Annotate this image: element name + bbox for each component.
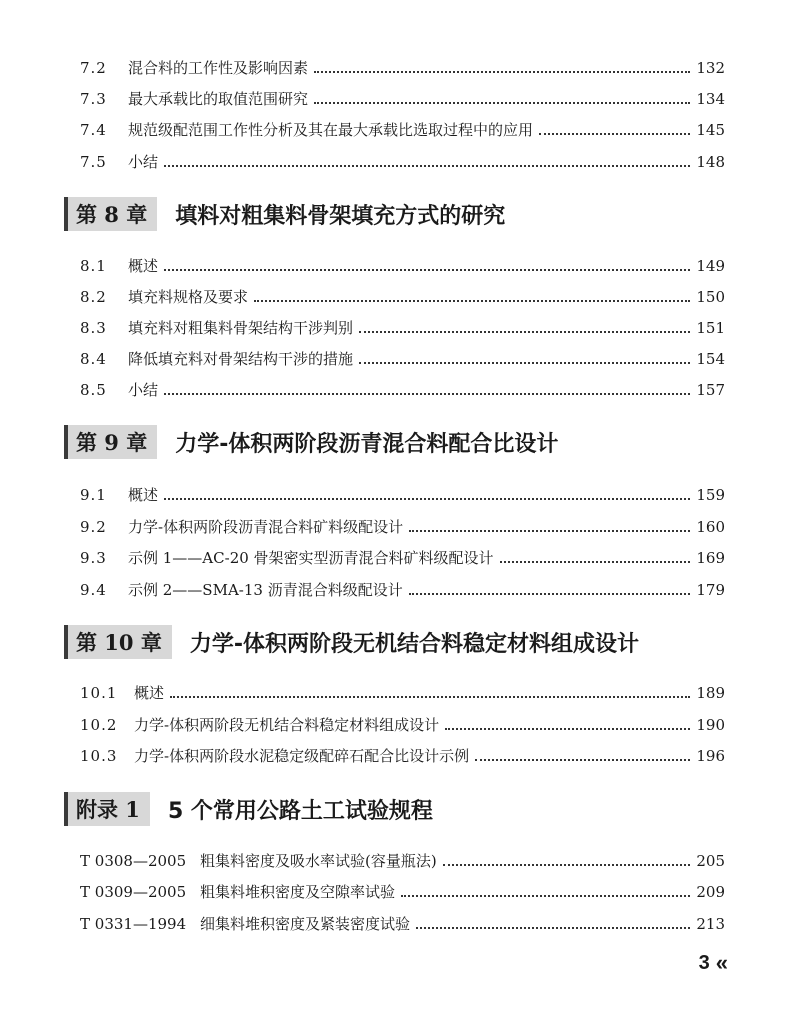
dot-leader [401, 895, 690, 897]
page-number: 209 [696, 883, 725, 901]
toc-entry-9-4[interactable] [80, 578, 725, 602]
footer-page-number: 3 [698, 951, 710, 974]
chapter-10-heading[interactable] [64, 624, 724, 660]
section-number: 8.4 [80, 350, 107, 368]
toc-entry-7-4[interactable] [80, 118, 725, 142]
chapter-title: 力学-体积两阶段无机结合料稳定材料组成设计 [189, 631, 639, 657]
section-number: 7.5 [80, 153, 107, 171]
chapter-8-heading[interactable] [64, 196, 724, 232]
section-title: 混合料的工作性及影响因素 [128, 59, 309, 77]
toc-entry-9-3[interactable] [80, 546, 725, 570]
page-number: 169 [696, 549, 725, 567]
dot-leader [314, 102, 690, 104]
standard-code: T 0331—1994 [80, 915, 187, 933]
section-number: 9.2 [80, 518, 107, 536]
page-number: 179 [696, 581, 725, 599]
page-number: 134 [696, 90, 725, 108]
toc-entry-10-1[interactable] [80, 681, 725, 705]
section-number: 10.3 [80, 747, 118, 765]
double-chevron-left-icon: « [715, 950, 728, 975]
section-title: 概述 [128, 486, 159, 504]
page-number: 157 [696, 381, 725, 399]
section-title: 规范级配范围工作性分析及其在最大承载比选取过程中的应用 [128, 121, 534, 139]
dot-leader [409, 530, 690, 532]
page-number: 190 [696, 716, 725, 734]
page-number: 205 [696, 852, 725, 870]
section-title: 最大承载比的取值范围研究 [128, 90, 309, 108]
dot-leader [170, 696, 690, 698]
section-title: 小结 [128, 381, 159, 399]
section-number: 7.3 [80, 90, 107, 108]
page-number: 150 [696, 288, 725, 306]
appendix-title: 5 个常用公路土工试验规程 [167, 798, 433, 824]
toc-entry-7-2[interactable] [80, 56, 725, 80]
dot-leader [164, 498, 690, 500]
section-title: 粗集料密度及吸水率试验(容量瓶法) [200, 852, 437, 870]
section-title: 示例 1——AC-20 骨架密实型沥青混合料矿料级配设计 [128, 549, 494, 567]
appendix-1-heading[interactable] [64, 791, 724, 827]
toc-entry-9-1[interactable] [80, 483, 725, 507]
dot-leader [445, 728, 690, 730]
section-title: 力学-体积两阶段水泥稳定级配碎石配合比设计示例 [134, 747, 470, 765]
dot-leader [500, 561, 691, 563]
page-number: 189 [696, 684, 725, 702]
section-number: 9.3 [80, 549, 107, 567]
section-title: 力学-体积两阶段无机结合料稳定材料组成设计 [134, 716, 440, 734]
standard-code: T 0309—2005 [80, 883, 187, 901]
toc-entry-10-2[interactable] [80, 713, 725, 737]
page-number: 160 [696, 518, 725, 536]
dot-leader [416, 927, 690, 929]
section-title: 降低填充料对骨架结构干涉的措施 [128, 350, 354, 368]
toc-entry-t0309[interactable] [80, 880, 725, 904]
section-number: 9.1 [80, 486, 107, 504]
section-number: 8.5 [80, 381, 107, 399]
section-number: 8.3 [80, 319, 107, 337]
dot-leader [443, 864, 691, 866]
dot-leader [359, 331, 690, 333]
appendix-tag: 附录 1 [64, 792, 150, 826]
section-number: 7.4 [80, 121, 107, 139]
standard-code: T 0308—2005 [80, 852, 187, 870]
section-title: 填充料对粗集料骨架结构干涉判别 [128, 319, 354, 337]
chapter-9-heading[interactable] [64, 424, 724, 460]
section-title: 细集料堆积密度及紧装密度试验 [200, 915, 411, 933]
dot-leader [539, 133, 690, 135]
toc-entry-8-2[interactable] [80, 285, 725, 309]
dot-leader [475, 759, 690, 761]
section-number: 10.2 [80, 716, 118, 734]
section-title: 概述 [128, 257, 159, 275]
toc-entry-8-5[interactable] [80, 378, 725, 402]
page-number: 159 [696, 486, 725, 504]
section-number: 8.1 [80, 257, 107, 275]
section-title: 概述 [134, 684, 165, 702]
section-number: 7.2 [80, 59, 107, 77]
chapter-title: 填料对粗集料骨架填充方式的研究 [175, 203, 506, 229]
section-title: 填充料规格及要求 [128, 288, 249, 306]
chapter-tag: 第 8 章 [64, 197, 157, 231]
toc-entry-9-2[interactable] [80, 515, 725, 539]
dot-leader [254, 300, 690, 302]
chapter-tag: 第 9 章 [64, 425, 157, 459]
dot-leader [164, 165, 690, 167]
toc-entry-7-3[interactable] [80, 87, 725, 111]
section-title: 示例 2——SMA-13 沥青混合料级配设计 [128, 581, 403, 599]
section-title: 粗集料堆积密度及空隙率试验 [200, 883, 396, 901]
page-number: 149 [696, 257, 725, 275]
page-number: 151 [696, 319, 725, 337]
toc-entry-10-3[interactable] [80, 744, 725, 768]
page-number: 196 [696, 747, 725, 765]
dot-leader [164, 269, 690, 271]
chapter-tag: 第 10 章 [64, 625, 172, 659]
section-title: 力学-体积两阶段沥青混合料矿料级配设计 [128, 518, 404, 536]
toc-entry-8-3[interactable] [80, 316, 725, 340]
dot-leader [164, 393, 690, 395]
page-footer [699, 950, 728, 976]
section-number: 10.1 [80, 684, 118, 702]
page-number: 213 [696, 915, 725, 933]
page-number: 145 [696, 121, 725, 139]
page-number: 132 [696, 59, 725, 77]
page-number: 154 [696, 350, 725, 368]
page-number: 148 [696, 153, 725, 171]
toc-entry-8-1[interactable] [80, 254, 725, 278]
toc-entry-7-5[interactable] [80, 150, 725, 174]
dot-leader [314, 71, 690, 73]
toc-entry-t0331[interactable] [80, 912, 725, 936]
section-number: 8.2 [80, 288, 107, 306]
toc-entry-t0308[interactable] [80, 849, 725, 873]
toc-entry-8-4[interactable] [80, 347, 725, 371]
dot-leader [359, 362, 690, 364]
section-title: 小结 [128, 153, 159, 171]
section-number: 9.4 [80, 581, 107, 599]
chapter-title: 力学-体积两阶段沥青混合料配合比设计 [175, 431, 559, 457]
dot-leader [409, 593, 691, 595]
